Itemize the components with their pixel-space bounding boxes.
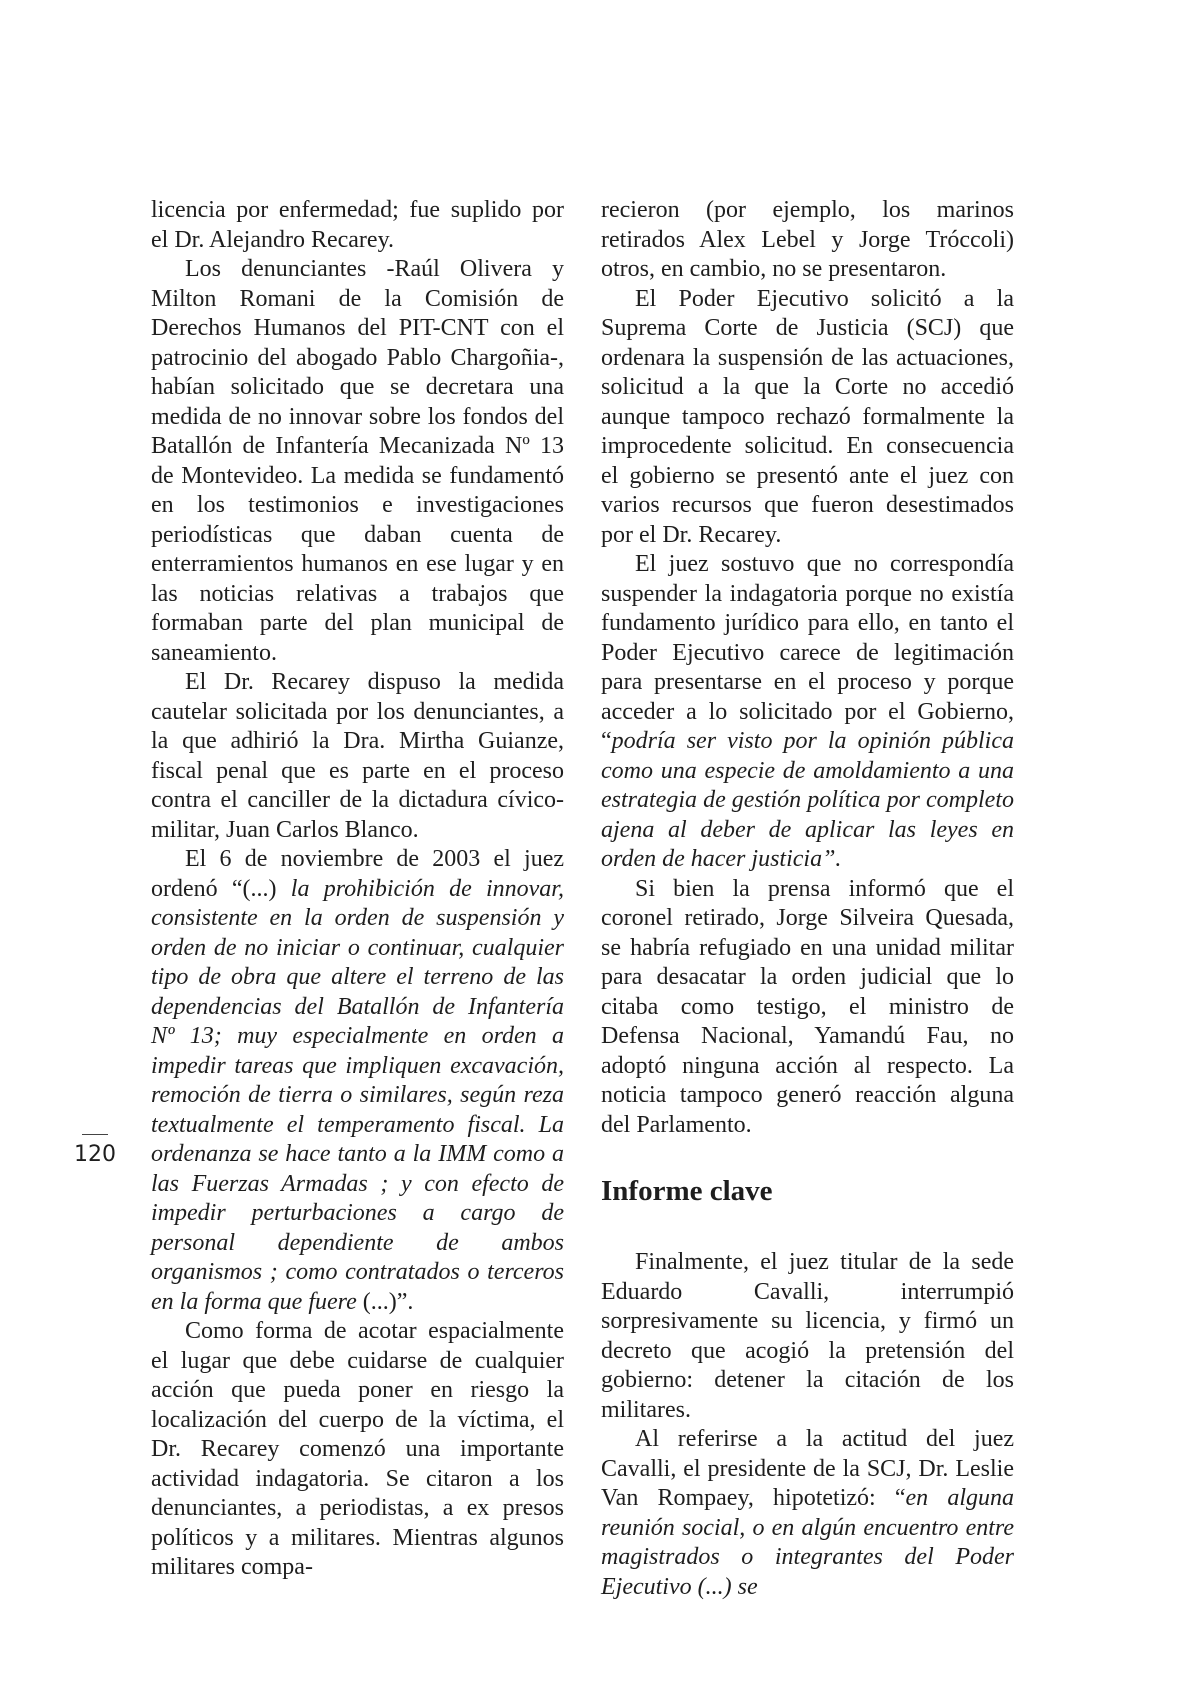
paragraph bbox=[601, 1425, 1014, 1602]
paragraph-text: (...)”. bbox=[356, 1288, 414, 1315]
section-heading: Informe clave bbox=[601, 1175, 773, 1207]
left-text-column bbox=[151, 196, 564, 1583]
paragraph: El Dr. Recarey dispuso la medida cautelar solicitada por los denunciantes, a la que adhirió la Dra. Mirtha Guianze, fiscal penal que es parte en el proceso contra el canciller de la dictadura cívico-militar, Juan Carlos Blanco. bbox=[151, 669, 564, 843]
paragraph: Si bien la prensa informó que el coronel retirado, Jorge Silveira Quesada, se habría refugiado en una unidad militar para desacatar la orden judicial que lo citaba como testigo, el ministro de Defensa Nacional, Yamandú Fau, no adoptó ninguna acción al respecto. La noticia tampoco generó reacción alguna del Parlamento. bbox=[601, 875, 1014, 1138]
right-text-column bbox=[601, 196, 1014, 1602]
paragraph-text: El 6 de noviembre de 2003 el juez ordenó “(...) bbox=[151, 846, 564, 902]
paragraph-text: Al referirse a la actitud del juez Cavalli, el presidente de la SCJ, Dr. Leslie Van Rompaey, hipotetizó: “ bbox=[601, 1426, 1014, 1511]
page-number: 120 bbox=[74, 1142, 116, 1167]
paragraph-text: El juez sostuvo que no correspondía suspender la indagatoria porque no existía fundamento jurídico para ello, en tanto el Poder Ejecutivo carece de legitimación para presentarse en el proceso y porque acceder a lo solicitado por el Gobierno, “ bbox=[601, 551, 1014, 754]
paragraph bbox=[151, 845, 564, 1317]
page-number-rule bbox=[82, 1134, 108, 1135]
paragraph: recieron (por ejemplo, los marinos retirados Alex Lebel y Jorge Tróccoli) otros, en cambio, no se presentaron. bbox=[601, 197, 1014, 282]
quoted-order: la prohibición de innovar, consistente en la orden de suspensión y orden de no iniciar o continuar, cualquier tipo de obra que altere el terreno de las dependencias del Batallón de Infantería Nº 13; muy especialmente en orden a impedir tareas que impliquen excavación, remoción de tierra o similares, según reza textualmente el temperamento fiscal. La ordenanza se hace tanto a la IMM como a las Fuerzas Armadas ; y con efecto de impedir perturbaciones a cargo de personal dependiente de ambos organismos ; como contratados o terceros en la forma que fuere bbox=[151, 875, 564, 1315]
paragraph bbox=[601, 550, 1014, 875]
paragraph: Como forma de acotar espacialmente el lugar que debe cuidarse de cualquier acción que pueda poner en riesgo la localización del cuerpo de la víctima, el Dr. Recarey comenzó una importante actividad indagatoria. Se citaron a los denunciantes, a periodistas, a ex presos políticos y a militares. Mientras algunos militares compa- bbox=[151, 1318, 564, 1580]
paragraph: Finalmente, el juez titular de la sede Eduardo Cavalli, interrumpió sorpresivamente su licencia, y firmó un decreto que acogió la pretensión del gobierno: detener la citación de los militares. bbox=[601, 1249, 1014, 1423]
quoted-statement: en alguna reunión social, o en algún encuentro entre magistrados o integrantes del Poder Ejecutivo (...) se bbox=[601, 1485, 1014, 1600]
paragraph: Los denunciantes -Raúl Olivera y Milton Romani de la Comisión de Derechos Humanos del PIT-CNT con el patrocinio del abogado Pablo Chargoñia-, habían solicitado que se decretara una medida de no innovar sobre los fondos del Batallón de Infantería Mecanizada Nº 13 de Montevideo. La medida se fundamentó en los testimonios e investigaciones periodísticas que daban cuenta de enterramientos humanos en ese lugar y en las noticias relativas a trabajos que formaban parte del plan municipal de saneamiento. bbox=[151, 256, 564, 666]
paragraph: El Poder Ejecutivo solicitó a la Suprema Corte de Justicia (SCJ) que ordenara la suspensión de las actuaciones, solicitud a la que la Corte no accedió aunque tampoco rechazó formalmente la improcedente solicitud. En consecuencia el gobierno se presentó ante el juez con varios recursos que fueron desestimados por el Dr. Recarey. bbox=[601, 285, 1014, 548]
paragraph: licencia por enfermedad; fue suplido por el Dr. Alejandro Recarey. bbox=[151, 197, 564, 253]
quoted-statement: podría ser visto por la opinión pública como una especie de amoldamiento a una estrategia de gestión política por completo ajena al deber de aplicar las leyes en orden de hacer justicia”. bbox=[601, 728, 1014, 872]
